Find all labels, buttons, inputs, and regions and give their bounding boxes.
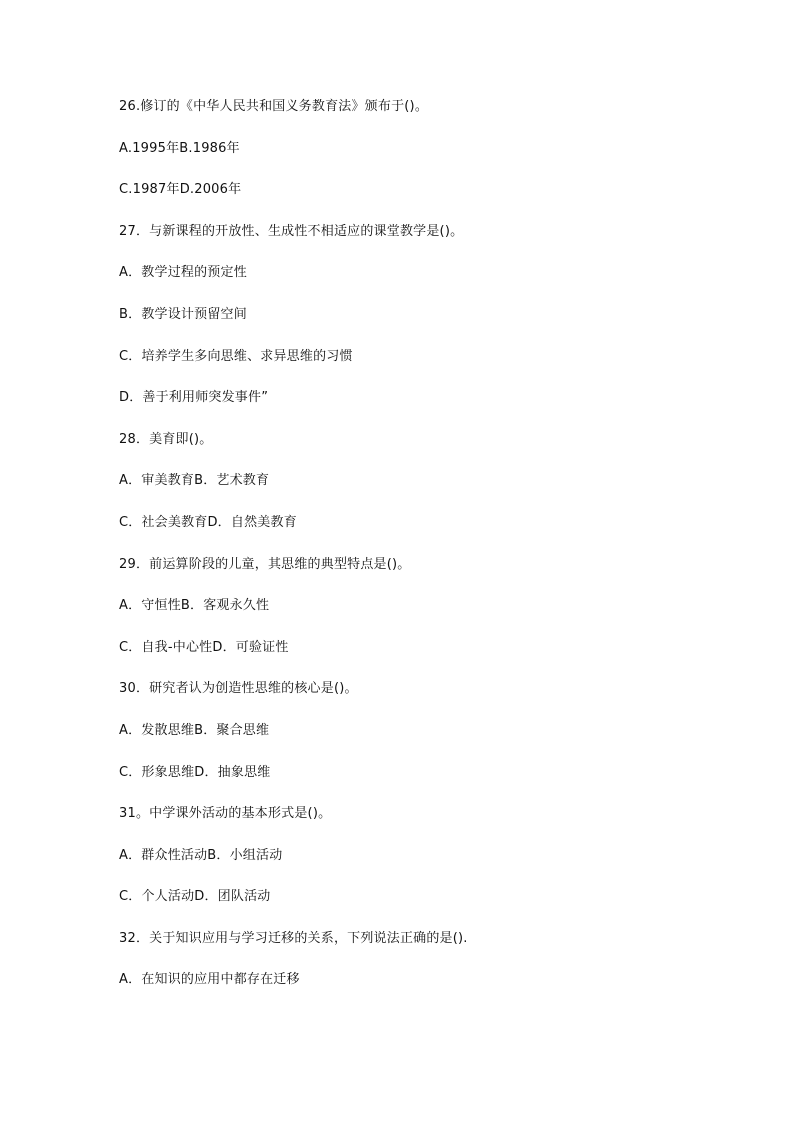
document-body <box>119 97 739 1012</box>
question-28-options-cd: C．社会美教育D．自然美教育 <box>119 514 297 530</box>
question-31-options-cd: C．个人活动D．团队活动 <box>119 889 271 905</box>
question-28-options-ab: A．审美教育B．艺术教育 <box>119 473 270 489</box>
question-31-options-ab: A．群众性活动B．小组活动 <box>119 847 283 863</box>
question-26-options-cd: C.1987年D.2006年 <box>119 182 242 198</box>
question-32-option-a: A．在知识的应用中都存在迁移 <box>119 972 300 988</box>
question-26-stem: 26.修订的《中华人民共和国义务教育法》颁布于()。 <box>119 99 429 114</box>
question-26-options-ab: A.1995年B.1986年 <box>119 140 240 156</box>
question-27-stem: 27．与新课程的开放性、生成性不相适应的课堂教学是()。 <box>119 223 464 239</box>
question-27-option-d: D．善于利用师突发事件” <box>119 390 269 406</box>
question-30-options-cd: C．形象思维D．抽象思维 <box>119 764 271 780</box>
question-27-option-a: A．教学过程的预定性 <box>119 265 247 281</box>
question-27-option-c: C．培养学生多向思维、求异思维的习惯 <box>119 348 353 364</box>
question-29-stem: 29．前运算阶段的儿童，其思维的典型特点是()。 <box>119 556 411 572</box>
question-30-options-ab: A．发散思维B．聚合思维 <box>119 722 270 738</box>
question-27-option-b: B．教学设计预留空间 <box>119 306 247 322</box>
question-30-stem: 30．研究者认为创造性思维的核心是()。 <box>119 681 358 697</box>
question-32-stem: 32．关于知识应用与学习迁移的关系，下列说法正确的是(). <box>119 930 468 946</box>
question-31-stem: 31。中学课外活动的基本形式是()。 <box>119 806 332 822</box>
question-29-options-cd: C．自我-中心性D．可验证性 <box>119 639 289 655</box>
question-28-stem: 28．美育即()。 <box>119 431 213 447</box>
question-29-options-ab: A．守恒性B．客观永久性 <box>119 598 270 614</box>
